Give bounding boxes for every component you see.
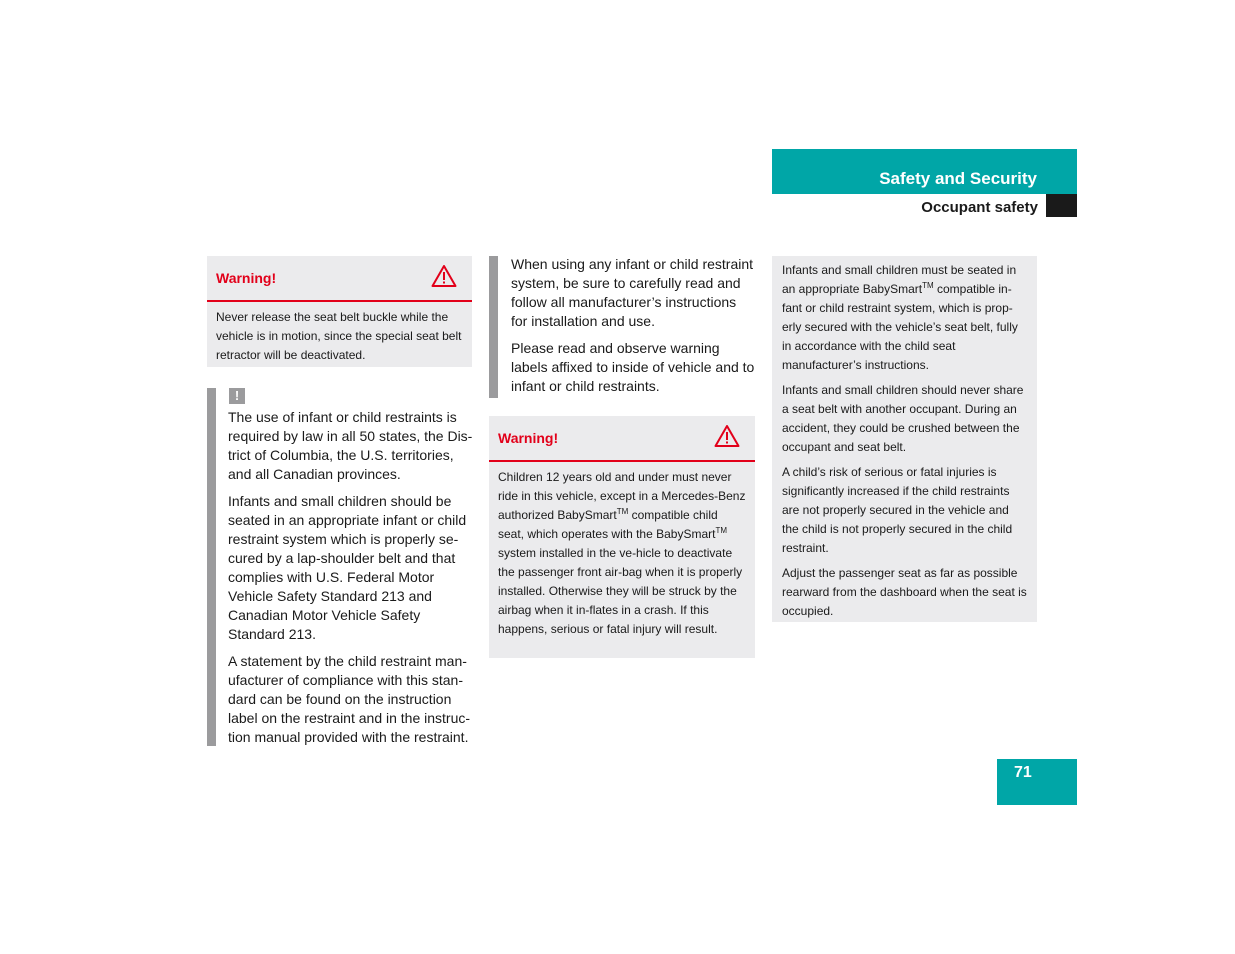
- warning-box-seat-belt: [207, 256, 472, 367]
- middle-note-text: [511, 255, 755, 404]
- note-paragraph: A statement by the child restraint man-ufacturer of compliance with this stan-dard can be found on the instruction label on the restraint and in the instruc-tion manual provided with the restraint.: [228, 653, 471, 745]
- info-paragraph: Infants and small children must be seated in an appropriate BabySmart™ compatible in-fant or child restraint system, which is prop-erly secured with the vehicle’s seat belt, fully in accordance with the child seat manufacturer’s instructions.: [782, 263, 1018, 372]
- section-tab-marker: [1046, 194, 1077, 217]
- warning-header: [489, 416, 755, 462]
- subsection-title: Occupant safety: [921, 199, 1038, 216]
- page-number-box: [997, 759, 1077, 805]
- warning-box-babysmart: [489, 416, 755, 658]
- note-paragraph: Please read and observe warning labels affixed to inside of vehicle and to infant or child restraints.: [511, 340, 755, 394]
- note-side-bar: [489, 256, 498, 398]
- note-side-bar: [207, 388, 216, 746]
- note-paragraph: Infants and small children should be seated in an appropriate infant or child restraint system which is properly se-cured by a lap-shoulder belt and that complies with U.S. Federal Motor Vehicle Safety Standard 213 and Canadian Motor Vehicle Safety Standard 213.: [228, 493, 467, 642]
- note-paragraph: When using any infant or child restraint system, be sure to carefully read and follow all manufacturer’s instructions for installation and use.: [511, 256, 754, 329]
- note-paragraph: The use of infant or child restraints is required by law in all 50 states, the Dis-trict of Columbia, the U.S. territories, and all Canadian provinces.: [228, 409, 473, 482]
- warning-header: [207, 256, 472, 302]
- info-paragraph: Infants and small children should never share a seat belt with another occupant. During an accident, they could be crushed between the occupant and seat belt.: [782, 383, 1024, 454]
- info-box-child-seating: [772, 256, 1037, 622]
- warning-triangle-icon: [431, 264, 457, 288]
- note-text: [228, 408, 474, 755]
- section-header-band: [772, 149, 1077, 194]
- warning-title: Warning!: [216, 270, 277, 286]
- warning-triangle-icon: [714, 424, 740, 448]
- info-paragraph: A child’s risk of serious or fatal injuries is significantly increased if the child restraints are not properly secured in the vehicle and the child is not properly secured in the child restraint.: [782, 465, 1013, 555]
- page-number: 71: [1014, 764, 1032, 781]
- warning-text: Never release the seat belt buckle while the vehicle is in motion, since the special seat belt retractor will be deactivated.: [216, 310, 462, 362]
- section-title: Safety and Security: [879, 169, 1037, 188]
- info-paragraph: Adjust the passenger seat as far as possible rearward from the dashboard when the seat is occupied.: [782, 566, 1027, 618]
- warning-text: Children 12 years old and under must never ride in this vehicle, except in a Mercedes-Benz authorized BabySmart™ compatible child seat, which operates with the BabySmart™ system installed in the ve-hicle to deactivate the passenger front air-bag when it is properly installed. Otherwise they will be struck by the airbag when it in-flates in a crash. If this happens, serious or fatal injury will result.: [498, 470, 746, 636]
- exclamation-icon: !: [229, 388, 245, 404]
- warning-title: Warning!: [498, 430, 559, 446]
